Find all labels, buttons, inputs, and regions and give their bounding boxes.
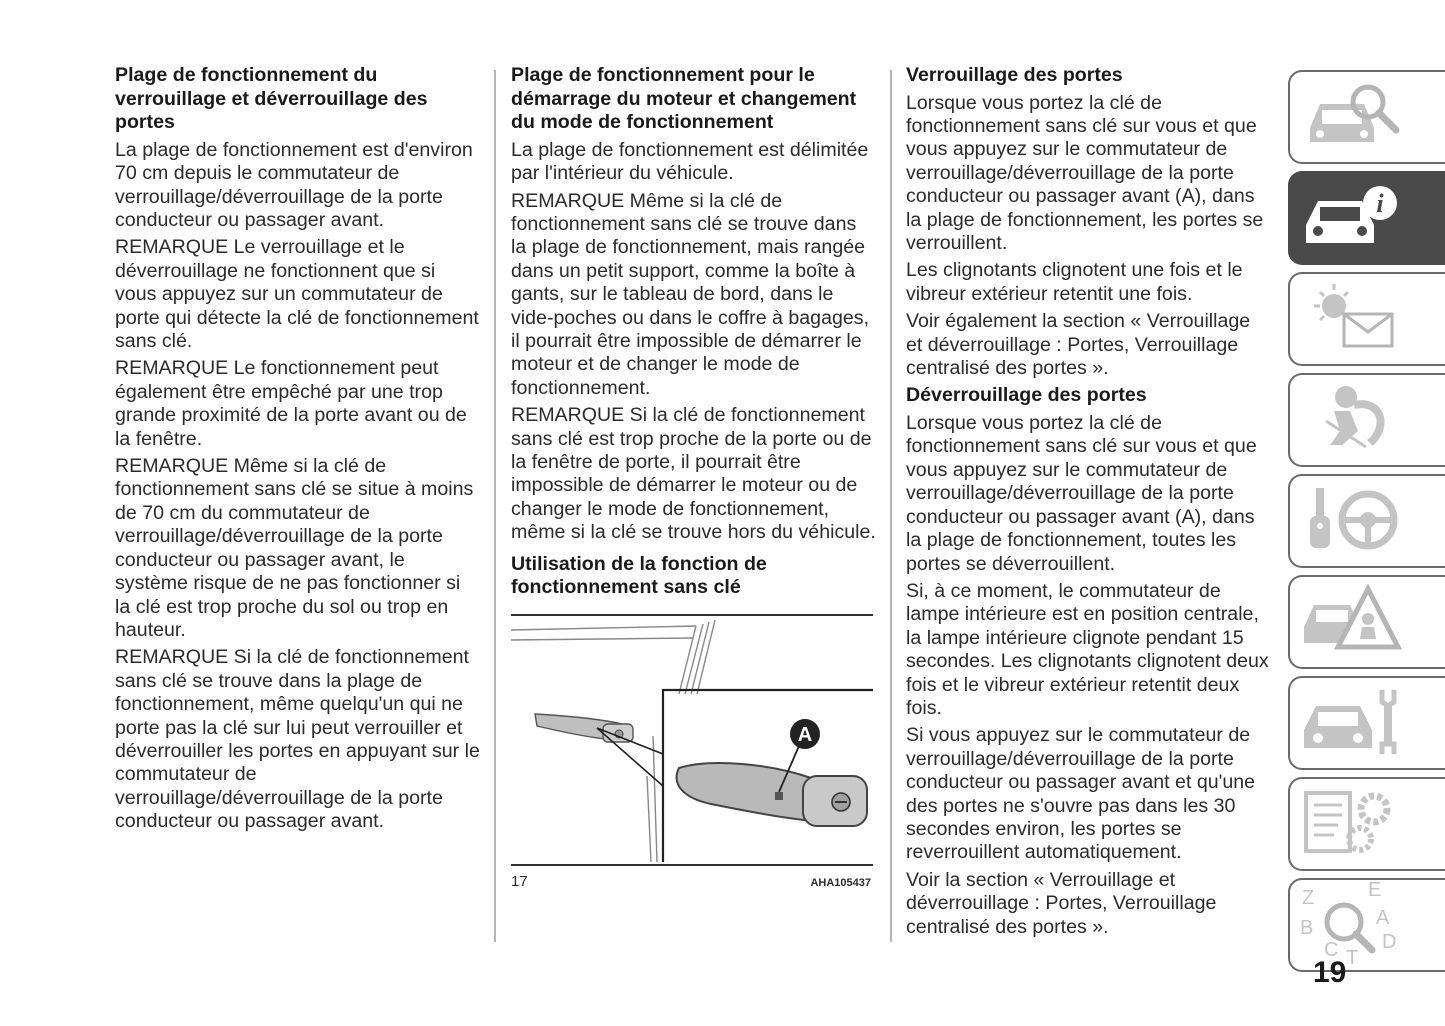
column-divider <box>890 70 892 942</box>
paragraph: REMARQUE Le fonctionnement peut également être empêché par une trop grande proximité de la porte avant ou de la fenêtre. <box>115 357 467 450</box>
paragraph: Lorsque vous portez la clé de fonctionnement sans clé sur vous et que vous appuyez sur le commutateur de verrouillage/déverrouillage de la porte conducteur ou passager avant (A), dans la plage de fonctionnement, toutes les portes se déverrouillent. <box>906 412 1257 575</box>
figure-caption <box>511 866 873 892</box>
figure-code: AHA105437 <box>810 876 871 889</box>
paragraph: Les clignotants clignotent une fois et le vibreur extérieur retentit une fois. <box>906 259 1243 305</box>
paragraph: Si vous appuyez sur le commutateur de verrouillage/déverrouillage de la porte conducteur ou passager avant et qu'une des portes ne s'ouvre pas dans les 30 secondes environ, les portes se reverrouillent automatiquement. <box>906 724 1256 864</box>
column-3 <box>906 64 1271 943</box>
paragraph: REMARQUE Même si la clé de fonctionnement sans clé se trouve dans la plage de fonctionnement, mais rangée dans un petit support, comme la boîte à gants, sur le tableau de bord, dans le vide-poches ou dans le coffre à bagages, il pourrait être impossible de démarrer le moteur et de changer le mode de fonctionnement. <box>511 189 870 399</box>
chapter-tabs <box>1288 70 1445 979</box>
index-letter: T <box>1346 947 1359 969</box>
specs-gears-icon <box>1290 779 1445 869</box>
tab-in-an-emergency[interactable] <box>1288 575 1445 669</box>
tab-car-information[interactable] <box>1288 171 1445 265</box>
operating-range-locking-heading: Plage de fonctionnement du verrouillage et déverrouillage des portes <box>115 64 428 134</box>
car-warning-triangle-icon <box>1290 577 1445 667</box>
index-letter: B <box>1300 917 1314 939</box>
paragraph: La plage de fonctionnement est d'environ 70 cm depuis le commutateur de verrouillage/déverrouillage de la porte conducteur ou passager avant. <box>115 138 473 231</box>
callout-a-label: A <box>797 723 813 746</box>
key-steering-wheel-icon <box>1290 476 1445 566</box>
operating-range-engine-heading: Plage de fonctionnement pour le démarrage du moteur et changement du mode de fonctionnement <box>511 64 857 134</box>
tab-starting-driving[interactable] <box>1288 474 1445 568</box>
svg-text:i: i <box>1376 189 1384 218</box>
tab-knowing-the-car[interactable] <box>1288 70 1445 164</box>
warning-light-envelope-icon <box>1290 274 1445 364</box>
paragraph: La plage de fonctionnement est délimitée par l'intérieur du véhicule. <box>511 138 869 185</box>
index-letter: C <box>1324 939 1339 961</box>
door-handle-large <box>677 763 867 826</box>
index-letter: A <box>1376 907 1390 929</box>
keyless-function-heading: Utilisation de la fonction de fonctionnement sans clé <box>511 552 767 599</box>
paragraph: REMARQUE Même si la clé de fonctionnement sans clé se situe à moins de 70 cm du commutateur de verrouillage/déverrouillage de la porte conducteur ou passager avant, le système risque de ne pas fonctionner si la clé est trop proche du sol ou trop en hauteur. <box>115 455 474 641</box>
index-letter: E <box>1368 880 1382 901</box>
tab-technical-specifications[interactable] <box>1288 777 1445 871</box>
column-1 <box>115 64 480 838</box>
index-letter: Z <box>1302 887 1315 909</box>
paragraph: REMARQUE Si la clé de fonctionnement sans clé est trop proche de la porte ou de la fenêtre de porte, il pourrait être impossible de démarrer le moteur ou de changer le mode de fonctionnement, même si la clé se trouve hors du véhicule. <box>511 404 876 544</box>
paragraph: Voir également la section « Verrouillage et déverrouillage : Portes, Verrouillage centralisé des portes ». <box>906 310 1251 380</box>
paragraph: REMARQUE Si la clé de fonctionnement sans clé se trouve dans la plage de fonctionnement, même quelqu'un qui ne porte pas la clé sur lui peut verrouiller et déverrouiller les portes en appuyant sur le commutateur de verrouillage/déverrouillage de la porte conducteur ou passager avant. <box>115 646 480 833</box>
car-info-icon <box>1290 173 1445 263</box>
figure-number: 17 <box>511 872 528 890</box>
car-magnifier-icon <box>1290 72 1445 162</box>
tab-servicing-maintenance[interactable] <box>1288 676 1445 770</box>
paragraph: Si, à ce moment, le commutateur de lampe intérieure est en position centrale, la lampe intérieure clignote pendant 15 secondes. Les clignotants clignotent deux fois et le vibreur extérieur retentit deux fois. <box>906 579 1269 719</box>
door-handle-illustration <box>511 614 873 866</box>
paragraph: Lorsque vous portez la clé de fonctionnement sans clé sur vous et que vous appuyez sur le commutateur de verrouillage/déverrouillage de la porte conducteur ou passager avant (A), dans la plage de fonctionnement, les portes se verrouillent. <box>906 91 1264 255</box>
tab-alphabetical-index[interactable] <box>1288 878 1445 972</box>
door-handle-small <box>535 714 633 742</box>
car-wrench-icon <box>1290 678 1445 768</box>
paragraph: Voir la section « Verrouillage et déverrouillage : Portes, Verrouillage centralisé des portes ». <box>906 868 1217 938</box>
page-number: 19 <box>1313 956 1347 989</box>
tab-warning-lights[interactable] <box>1288 272 1445 366</box>
door-locking-heading: Verrouillage des portes <box>906 64 1123 86</box>
paragraph: REMARQUE Le verrouillage et le déverrouillage ne fonctionnent que si vous appuyez sur un commutateur de porte qui détecte la clé de fonctionnement sans clé. <box>115 236 479 353</box>
column-2 <box>511 64 876 892</box>
tab-safety[interactable] <box>1288 373 1445 467</box>
airbag-person-icon <box>1290 375 1445 465</box>
door-unlocking-heading: Déverrouillage des portes <box>906 384 1147 407</box>
column-divider <box>494 70 496 942</box>
index-letter: D <box>1382 931 1397 953</box>
